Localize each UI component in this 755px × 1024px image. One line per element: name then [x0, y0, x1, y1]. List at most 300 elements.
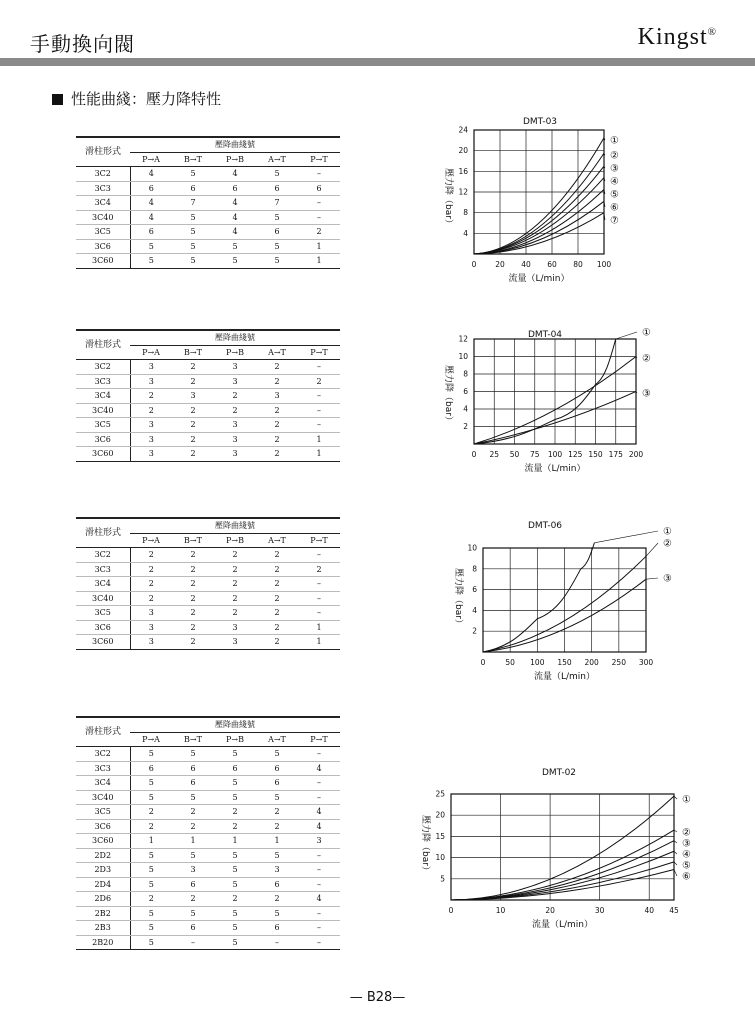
curve-number-cell: 2 [130, 819, 172, 834]
curve-number-cell: 3 [172, 863, 214, 878]
x-tick-label: 80 [573, 260, 583, 269]
series-curve-4 [451, 851, 674, 900]
x-tick-label: 0 [448, 906, 454, 915]
curve-number-cell: 4 [298, 819, 340, 834]
brand-name: Kingst [637, 24, 708, 50]
curve-number-cell: 2 [172, 635, 214, 650]
curve-number-cell: 2 [298, 562, 340, 577]
spool-type-cell: 2B2 [76, 906, 130, 921]
curve-number-cell: 2 [256, 892, 298, 907]
spool-type-cell: 3C6 [76, 432, 130, 447]
series-legend-label: ① [663, 526, 672, 538]
curve-number-cell: 5 [172, 239, 214, 254]
curve-number-cell: 6 [214, 761, 256, 776]
chart-gridlines [451, 794, 674, 900]
curve-number-cell: 2 [214, 403, 256, 418]
series-curve-5 [451, 862, 674, 900]
spool-type-cell: 2B20 [76, 935, 130, 950]
registered-mark: ® [707, 26, 717, 38]
curve-number-cell: 2 [214, 819, 256, 834]
curve-number-cell: 2 [256, 374, 298, 389]
x-tick-label: 100 [547, 450, 563, 459]
curve-number-cell: 1 [256, 834, 298, 849]
spool-type-cell: 2D4 [76, 877, 130, 892]
flow-path-column-header: P→B [214, 345, 256, 360]
curve-number-cell: 7 [172, 196, 214, 211]
curve-number-cell: 2 [256, 620, 298, 635]
curve-number-cell: 3 [130, 620, 172, 635]
spool-type-cell: 2B3 [76, 921, 130, 936]
y-tick-label: 16 [458, 166, 468, 176]
x-axis-label: 流量（L/min） [531, 920, 594, 930]
curve-number-cell: 2 [172, 360, 214, 375]
x-tick-label: 300 [638, 658, 654, 667]
x-tick-label: 100 [530, 658, 545, 667]
curve-number-cell: 2 [256, 577, 298, 592]
curve-number-cell: 5 [130, 906, 172, 921]
curve-number-cell: 2 [256, 635, 298, 650]
x-tick-label: 25 [489, 450, 500, 459]
spool-type-cell: 3C40 [76, 210, 130, 225]
spool-type-cell: 3C2 [76, 548, 130, 563]
curve-number-cell: 5 [172, 790, 214, 805]
curve-number-cell: – [298, 747, 340, 762]
curve-number-cell: 2 [214, 606, 256, 621]
x-tick-label: 0 [480, 658, 486, 667]
curve-number-cell: 5 [214, 254, 256, 269]
curve-number-cell: 7 [256, 196, 298, 211]
curve-number-cell: 5 [130, 863, 172, 878]
series-legend-label: ⑤ [682, 860, 691, 872]
curve-number-cell: 6 [256, 921, 298, 936]
series-legend-label: ② [610, 150, 619, 162]
y-tick-label: 4 [463, 404, 468, 414]
curve-number-cell: – [298, 548, 340, 563]
flow-path-column-header: P→A [130, 152, 172, 167]
curve-number-cell: 2 [256, 447, 298, 462]
spool-type-cell: 3C3 [76, 562, 130, 577]
curve-number-cell: 6 [256, 181, 298, 196]
curve-number-cell: 2 [172, 403, 214, 418]
curve-number-cell: 3 [130, 374, 172, 389]
curve-number-cell: 6 [172, 877, 214, 892]
curve-number-cell: 3 [214, 374, 256, 389]
flow-path-column-header: P→T [298, 345, 340, 360]
curve-number-cell: 4 [130, 167, 172, 182]
curve-number-cell: 5 [172, 254, 214, 269]
x-tick-label: 45 [669, 906, 679, 915]
curve-number-cell: 2 [130, 591, 172, 606]
curve-number-cell: 5 [172, 210, 214, 225]
y-tick-label: 2 [472, 626, 477, 636]
curve-number-cell: 5 [256, 239, 298, 254]
x-tick-label: 250 [611, 658, 626, 667]
series-legend-label: ⑦ [610, 215, 619, 227]
x-tick-label: 30 [594, 906, 605, 915]
flow-path-column-header: P→T [298, 732, 340, 747]
curve-number-cell: 2 [172, 591, 214, 606]
spool-type-cell: 3C60 [76, 834, 130, 849]
x-tick-label: 50 [509, 450, 520, 459]
curve-number-cell: 2 [214, 892, 256, 907]
curve-number-cell: 2 [172, 805, 214, 820]
spool-type-cell: 3C5 [76, 805, 130, 820]
y-tick-label: 12 [458, 334, 468, 344]
curve-number-cell: 5 [172, 167, 214, 182]
curve-number-cell: 4 [214, 167, 256, 182]
y-tick-label: 6 [463, 387, 468, 396]
spool-type-cell: 3C2 [76, 747, 130, 762]
y-tick-label: 25 [435, 789, 445, 799]
curve-number-cell: 2 [130, 548, 172, 563]
curve-number-cell: 3 [214, 447, 256, 462]
curve-number-cell: 2 [214, 805, 256, 820]
y-tick-label: 10 [435, 853, 445, 863]
curve-number-cell: – [298, 591, 340, 606]
curve-number-cell: 1 [298, 254, 340, 269]
x-tick-label: 40 [521, 260, 531, 269]
curve-number-cell: 2 [172, 562, 214, 577]
curve-number-cell: – [298, 577, 340, 592]
curve-number-cell: 2 [172, 577, 214, 592]
x-tick-label: 50 [505, 658, 515, 667]
curve-number-cell: 5 [256, 254, 298, 269]
chart-title: DMT-06 [527, 521, 563, 531]
y-tick-label: 6 [472, 585, 477, 595]
curve-number-cell: 5 [130, 790, 172, 805]
curve-number-cell: 6 [214, 181, 256, 196]
spool-type-cell: 3C40 [76, 790, 130, 805]
spool-type-cell: 3C6 [76, 620, 130, 635]
y-axis-label: 壓力降（bar） [443, 168, 453, 228]
flow-path-column-header: A→T [256, 152, 298, 167]
curve-number-cell: 4 [130, 196, 172, 211]
y-axis-label: 壓力降（bar） [443, 365, 453, 425]
spool-type-cell: 3C2 [76, 360, 130, 375]
curve-number-cell: 3 [172, 389, 214, 404]
curve-number-cell: 6 [130, 225, 172, 240]
spool-type-cell: 3C4 [76, 577, 130, 592]
flow-path-column-header: B→T [172, 345, 214, 360]
curve-number-cell: 5 [214, 906, 256, 921]
flow-path-column-header: P→A [130, 533, 172, 548]
curve-number-cell: 5 [130, 921, 172, 936]
flow-path-column-header: P→T [298, 533, 340, 548]
series-legend-label: ① [682, 794, 691, 806]
curve-number-cell: – [298, 848, 340, 863]
series-legend-label: ① [642, 327, 651, 339]
x-tick-label: 100 [596, 260, 612, 269]
curve-number-cell: 5 [214, 921, 256, 936]
y-tick-label: 15 [435, 831, 445, 841]
y-tick-label: 10 [467, 543, 477, 553]
flow-path-column-header: P→B [214, 533, 256, 548]
curve-number-cell: 2 [214, 577, 256, 592]
curve-number-cell: 3 [256, 389, 298, 404]
flow-path-column-header: A→T [256, 732, 298, 747]
curve-number-cell: 5 [214, 935, 256, 950]
chart-title: DMT-02 [541, 768, 577, 778]
x-tick-label: 20 [495, 260, 505, 269]
curve-number-cell: 2 [256, 360, 298, 375]
spool-type-header: 滑柱形式 [76, 137, 130, 167]
curve-number-cell: 2 [214, 591, 256, 606]
series-legend-label: ④ [682, 849, 691, 861]
chart-plot-frame [451, 794, 674, 900]
spool-type-cell: 3C4 [76, 776, 130, 791]
curve-number-cell: 2 [214, 389, 256, 404]
curve-number-cell: 5 [214, 239, 256, 254]
curve-number-cell: 5 [256, 848, 298, 863]
spool-type-cell: 3C3 [76, 374, 130, 389]
curve-number-cell: 5 [130, 935, 172, 950]
spool-type-cell: 3C3 [76, 181, 130, 196]
curve-number-cell: 2 [172, 418, 214, 433]
spool-type-cell: 3C3 [76, 761, 130, 776]
x-tick-label: 125 [568, 450, 583, 459]
curve-number-cell: – [298, 921, 340, 936]
curve-number-cell: 5 [214, 776, 256, 791]
y-tick-label: 2 [463, 422, 468, 431]
curve-number-cell: 3 [130, 635, 172, 650]
curve-number-cell: 2 [298, 374, 340, 389]
curve-number-header: 壓降曲綫號 [130, 330, 340, 345]
series-legend-label: ② [682, 827, 691, 839]
x-axis-label: 流量（L/min） [533, 672, 596, 682]
curve-number-cell: 6 [172, 181, 214, 196]
curve-number-cell: 5 [172, 225, 214, 240]
curve-number-cell: 2 [256, 819, 298, 834]
y-tick-label: 12 [458, 187, 468, 197]
curve-number-cell: 6 [256, 761, 298, 776]
spool-type-cell: 3C6 [76, 819, 130, 834]
curve-number-cell: 5 [172, 747, 214, 762]
series-legend-label: ⑥ [610, 202, 619, 214]
curve-number-cell: 5 [256, 747, 298, 762]
curve-number-cell: 4 [130, 210, 172, 225]
curve-number-cell: 6 [256, 225, 298, 240]
curve-number-cell: 2 [256, 606, 298, 621]
spool-type-cell: 3C40 [76, 591, 130, 606]
spool-type-cell: 3C5 [76, 418, 130, 433]
curve-number-cell: 6 [256, 776, 298, 791]
curve-number-cell: 2 [130, 577, 172, 592]
curve-number-cell: 3 [298, 834, 340, 849]
x-tick-label: 175 [608, 450, 623, 459]
curve-number-cell: 3 [130, 360, 172, 375]
curve-number-cell: – [298, 606, 340, 621]
x-tick-label: 150 [557, 658, 572, 667]
spool-type-cell: 3C5 [76, 225, 130, 240]
curve-number-cell: 4 [214, 225, 256, 240]
y-tick-label: 24 [458, 125, 468, 135]
curve-number-cell: 1 [298, 432, 340, 447]
series-legend-label: ④ [610, 176, 619, 188]
curve-number-cell: – [298, 403, 340, 418]
spool-type-cell: 3C4 [76, 196, 130, 211]
curve-number-cell: 1 [298, 635, 340, 650]
flow-path-column-header: B→T [172, 152, 214, 167]
curve-number-cell: 2 [172, 374, 214, 389]
spool-type-header: 滑柱形式 [76, 717, 130, 747]
series-legend-label: ③ [682, 838, 691, 850]
curve-number-cell: 6 [256, 877, 298, 892]
spool-type-header: 滑柱形式 [76, 330, 130, 360]
section-title: 性能曲綫：壓力降特性 [71, 90, 222, 108]
page-header-title: 手動換向閥 [30, 32, 135, 56]
y-tick-label: 8 [472, 564, 477, 574]
curve-number-cell: – [298, 790, 340, 805]
flow-path-column-header: P→B [214, 732, 256, 747]
spool-type-cell: 2D6 [76, 892, 130, 907]
curve-number-cell: 2 [298, 225, 340, 240]
curve-number-cell: 2 [172, 606, 214, 621]
curve-number-cell: 3 [214, 432, 256, 447]
curve-number-cell: 2 [256, 805, 298, 820]
curve-number-cell: 2 [256, 562, 298, 577]
flow-path-column-header: P→A [130, 732, 172, 747]
curve-number-cell: – [172, 935, 214, 950]
y-tick-label: 20 [435, 810, 445, 820]
x-tick-label: 0 [471, 260, 477, 269]
curve-number-cell: 5 [256, 167, 298, 182]
curve-number-cell: 5 [256, 790, 298, 805]
curve-number-cell: 6 [172, 776, 214, 791]
curve-number-cell: 4 [298, 761, 340, 776]
spool-type-header: 滑柱形式 [76, 518, 130, 548]
curve-number-cell: – [298, 877, 340, 892]
y-tick-label: 4 [472, 605, 477, 615]
curve-number-cell: 3 [130, 432, 172, 447]
curve-number-cell: 1 [130, 834, 172, 849]
curve-number-cell: 3 [130, 447, 172, 462]
curve-number-cell: 3 [214, 418, 256, 433]
curve-number-cell: 4 [214, 196, 256, 211]
curve-number-cell: 1 [172, 834, 214, 849]
curve-number-header: 壓降曲綫號 [130, 137, 340, 152]
curve-number-cell: 4 [298, 805, 340, 820]
flow-path-column-header: B→T [172, 732, 214, 747]
curve-number-cell: 1 [298, 239, 340, 254]
spool-type-cell: 3C60 [76, 447, 130, 462]
curve-number-cell: 1 [214, 834, 256, 849]
curve-number-cell: 5 [130, 776, 172, 791]
curve-number-cell: 3 [214, 360, 256, 375]
curve-number-cell: 5 [130, 848, 172, 863]
series-legend-label: ① [610, 135, 619, 147]
flow-path-column-header: A→T [256, 533, 298, 548]
y-axis-label: 壓力降（bar） [420, 815, 430, 875]
curve-number-cell: 2 [172, 892, 214, 907]
curve-number-cell: – [298, 418, 340, 433]
x-tick-label: 40 [644, 906, 654, 915]
curve-number-cell: – [298, 167, 340, 182]
x-tick-label: 60 [547, 260, 557, 269]
curve-number-header: 壓降曲綫號 [130, 717, 340, 732]
curve-number-cell: 5 [214, 877, 256, 892]
spool-type-cell: 3C5 [76, 606, 130, 621]
curve-number-cell: 5 [130, 254, 172, 269]
flow-path-column-header: P→A [130, 345, 172, 360]
series-legend-label: ③ [642, 388, 651, 400]
series-legend-label: ③ [663, 573, 672, 585]
curve-number-cell: 2 [130, 562, 172, 577]
flow-path-column-header: P→T [298, 152, 340, 167]
curve-number-cell: – [298, 196, 340, 211]
curve-number-cell: 3 [130, 606, 172, 621]
curve-number-cell: – [298, 210, 340, 225]
y-axis-label: 壓力降（bar） [453, 568, 463, 628]
curve-number-cell: 3 [214, 635, 256, 650]
curve-number-cell: 2 [172, 819, 214, 834]
x-tick-label: 200 [628, 450, 644, 459]
curve-number-cell: 2 [130, 403, 172, 418]
spool-type-cell: 3C40 [76, 403, 130, 418]
curve-number-cell: 3 [256, 863, 298, 878]
curve-number-cell: 6 [130, 761, 172, 776]
spool-type-cell: 2D3 [76, 863, 130, 878]
curve-number-cell: 2 [130, 389, 172, 404]
curve-number-cell: 5 [172, 848, 214, 863]
y-tick-label: 5 [440, 874, 445, 884]
curve-number-cell: 2 [256, 591, 298, 606]
chart-title: DMT-03 [522, 117, 558, 127]
series-legend-label: ② [663, 538, 672, 550]
curve-number-cell: 5 [256, 210, 298, 225]
x-tick-label: 75 [529, 450, 540, 459]
curve-number-cell: 2 [256, 403, 298, 418]
y-tick-label: 20 [458, 146, 468, 156]
curve-number-cell: 1 [298, 447, 340, 462]
curve-number-header: 壓降曲綫號 [130, 518, 340, 533]
curve-number-cell: 3 [130, 418, 172, 433]
chart-title: DMT-04 [527, 330, 563, 340]
x-tick-label: 0 [471, 450, 477, 459]
curve-number-cell: 5 [130, 239, 172, 254]
curve-number-cell: – [298, 863, 340, 878]
curve-number-cell: 2 [130, 805, 172, 820]
curve-number-cell: – [298, 935, 340, 950]
y-tick-label: 4 [463, 228, 468, 238]
spool-type-cell: 2D2 [76, 848, 130, 863]
spool-type-cell: 3C2 [76, 167, 130, 182]
flow-path-column-header: A→T [256, 345, 298, 360]
curve-number-cell: 2 [256, 548, 298, 563]
curve-number-cell: 4 [214, 210, 256, 225]
curve-number-cell: – [298, 906, 340, 921]
curve-number-cell: 5 [130, 747, 172, 762]
x-axis-label: 流量（L/min） [508, 274, 570, 284]
curve-number-cell: – [298, 360, 340, 375]
curve-number-cell: 5 [172, 906, 214, 921]
y-tick-label: 8 [463, 208, 468, 218]
curve-number-cell: 2 [130, 892, 172, 907]
curve-number-cell: 5 [214, 848, 256, 863]
x-axis-label: 流量（L/min） [524, 464, 586, 474]
curve-number-cell: 2 [256, 418, 298, 433]
y-tick-label: 8 [463, 369, 468, 379]
curve-number-cell: 5 [256, 906, 298, 921]
curve-number-cell: – [298, 389, 340, 404]
spool-type-cell: 3C60 [76, 635, 130, 650]
flow-path-column-header: B→T [172, 533, 214, 548]
x-tick-label: 150 [588, 450, 603, 459]
series-legend-label: ⑤ [610, 189, 619, 201]
curve-number-cell: 1 [298, 620, 340, 635]
curve-number-cell: 2 [172, 620, 214, 635]
x-tick-label: 10 [495, 906, 506, 915]
series-legend-label: ⑥ [682, 871, 691, 883]
